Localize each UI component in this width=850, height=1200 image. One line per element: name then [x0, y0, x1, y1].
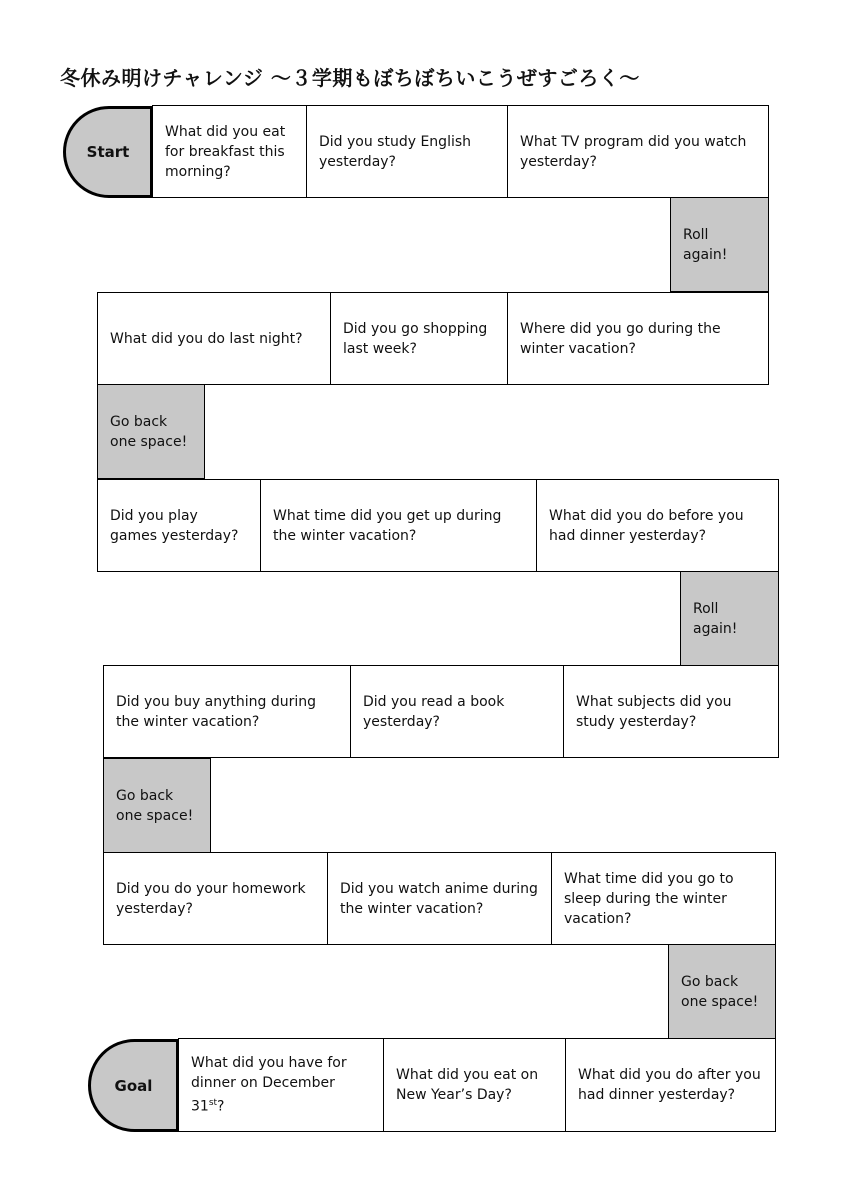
- board-space: [178, 1038, 384, 1132]
- board-space: [97, 479, 261, 572]
- goal-space: [88, 1039, 179, 1132]
- space-question: What time did you get up during the winter vacation?: [273, 507, 502, 544]
- space-question: What time did you go to sleep during the winter vacation?: [564, 870, 734, 927]
- board-space: [152, 105, 307, 198]
- board-space: [507, 105, 769, 198]
- space-question: What did you do last night?: [110, 330, 303, 347]
- space-instruction: Go back one space!: [116, 787, 194, 824]
- space-question: Did you play games yesterday?: [110, 507, 239, 544]
- board-space: [383, 1038, 566, 1132]
- goal-label: Goal: [114, 1076, 153, 1095]
- space-instruction: Roll again!: [693, 600, 738, 637]
- page-title: 冬休み明けチャレンジ 〜３学期もぼちぼちいこうぜすごろく〜: [60, 66, 640, 90]
- go-back-space: [103, 758, 211, 853]
- board-space: [260, 479, 537, 572]
- space-question: Where did you go during the winter vacation?: [520, 320, 721, 357]
- space-question: Did you buy anything during the winter vacation?: [116, 693, 317, 730]
- start-space: [63, 106, 153, 198]
- space-question: What TV program did you watch yesterday?: [520, 133, 747, 170]
- roll-again-space: [680, 571, 779, 666]
- board-space: [97, 292, 331, 385]
- space-question: Did you go shopping last week?: [343, 320, 488, 357]
- go-back-space: [668, 944, 776, 1039]
- board-space: [103, 665, 351, 758]
- space-question: Did you study English yesterday?: [319, 133, 472, 170]
- space-question: What did you eat for breakfast this morning?: [165, 123, 286, 180]
- roll-again-space: [670, 197, 769, 292]
- board-space: [563, 665, 779, 758]
- board-space: [536, 479, 779, 572]
- space-instruction: Roll again!: [683, 226, 728, 263]
- space-instruction: Go back one space!: [681, 973, 759, 1010]
- space-question: Did you do your homework yesterday?: [116, 880, 306, 917]
- space-question: Did you read a book yesterday?: [363, 693, 505, 730]
- ordinal-suffix: st: [208, 1098, 218, 1109]
- question-text: What did you have for dinner on December 31: [191, 1055, 347, 1115]
- space-question: What did you eat on New Year’s Day?: [396, 1067, 539, 1103]
- space-instruction: Go back one space!: [110, 413, 188, 450]
- board-space: [551, 852, 776, 945]
- question-mark: ?: [217, 1098, 225, 1115]
- space-question: What did you do after you had dinner yesterday?: [578, 1067, 761, 1103]
- board-space: [565, 1038, 776, 1132]
- board-space: [507, 292, 769, 385]
- space-question: [191, 1053, 371, 1117]
- go-back-space: [97, 384, 205, 479]
- board-space: [327, 852, 552, 945]
- board-space: [306, 105, 508, 198]
- start-label: Start: [86, 143, 130, 161]
- space-question: What did you do before you had dinner yesterday?: [549, 507, 744, 544]
- board-space: [103, 852, 328, 945]
- space-question: Did you watch anime during the winter vacation?: [340, 880, 538, 917]
- space-question: What subjects did you study yesterday?: [576, 693, 732, 730]
- board-space: [330, 292, 508, 385]
- board-space: [350, 665, 564, 758]
